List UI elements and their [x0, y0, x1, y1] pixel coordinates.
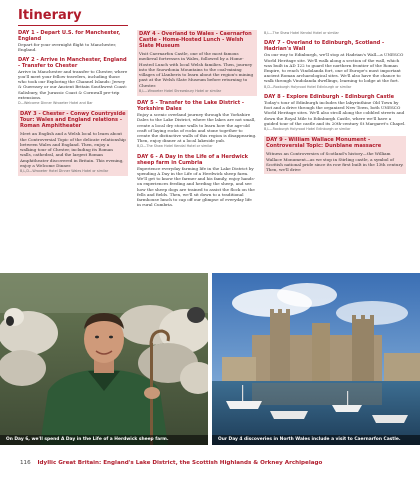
day-heading: DAY 3 - Chester - Conwy Countryside Tour: Wales and England relations - Roman Amphitheater	[18, 110, 128, 130]
footer-title: Idyllic Great Britain: England's Lake District, the Scottish Highlands & Orkney Archipelago	[37, 460, 323, 466]
day-description	[264, 52, 406, 89]
day-text: Enjoy a scenic overland journey through the Yorkshire Dales to the Lake District, where the lakes are not small, create a local dry stone walls to learn how the age-old craft of laying rocks of rocks and stone together to create the distinctive walls of this region is disappearing. Then, enjoy dinner at a local lakeside pub.	[137, 112, 257, 144]
day-credit: B,L,D—Wroxeter Hotel Dinner Wales Hotel or similar	[20, 168, 109, 173]
page-title: Itinerary	[18, 8, 128, 26]
farmer-sheep-illustration	[0, 273, 208, 445]
day-heading: DAY 7 - Overland to Edinburgh, Scotland - Hadrian's Wall	[264, 40, 385, 53]
column-1	[18, 30, 128, 268]
day-entry-3	[18, 110, 128, 176]
column-2	[137, 30, 257, 268]
day-description	[264, 100, 406, 132]
day-entry-2	[18, 57, 128, 107]
day-entry-8	[264, 94, 406, 132]
day-credit: B,D—The Shaw Hotel Kendal Hotel or similar	[137, 144, 213, 149]
day-heading: DAY 4 - Overland to Wales - Caernarfon Castle - Home-Hosted Lunch - Welsh Slate Museum	[137, 30, 257, 50]
day-description: Witness an Controversies of Scotland's history—the William Wallace Monument—as we stop in Stirling castle, a symbol of Scottish national pride since its row first built in the 13th century. Then, we'll drive	[264, 150, 406, 174]
column-3	[264, 30, 406, 268]
day-entry-4	[137, 30, 257, 96]
day-text: On our way to Edinburgh, we'll stop at Hadrian's Wall—a UNESCO World Heritage site. We'll walk along a section of the wall, which was built in AD 122 to guard the northern frontier of the Roman Empire, to reach Vindolanda fort, one of Europe's most important ancient Roman archaeological sites. We'll also have the chance to walk through Vindolanda dwellings, learning to lodge at the fort.	[264, 52, 404, 84]
day-description: Experience everyday farming life in the Lake District by spending A Day in the Life of a Herdwick sheep farm. We'll get to know the farmer and his family, enjoy hands-on experiences feeding and herding the sheep, and see how the sheep dogs are trained to assist the flock on the fells and fields. Then, we'll sit down to a traditional farmhouse lunch to cap off our glimpse of everyday life in rural Cumbria.	[137, 165, 256, 208]
day-heading: DAY 6 - A Day in the Life of a Herdwick sheep farm in Cumbria	[137, 153, 248, 166]
farmer-photo	[0, 273, 208, 445]
day-description	[18, 130, 128, 176]
day-description	[18, 69, 128, 106]
photo-caption: On Day 6, we'll spend A Day in the Life of a Herdwick sheep farm.	[0, 435, 208, 445]
day-entry-5	[137, 100, 257, 150]
day-heading: DAY 8 - Explore Edinburgh - Edinburgh Castle	[264, 93, 395, 100]
day-text: Visit Caernarfon Castle, one of the most famous medieval fortresses in Wales, followed by a Home-Hosted Lunch with local Welsh families. Then, journey into the Snowdonia Mountains to the coal-mining villages of Llanberis to learn about the region's mining past at the Welsh Slate Museum before returning to Chester.	[139, 51, 254, 88]
day-heading: DAY 5 - Transfer to the Lake District - Yorkshire Dales	[137, 99, 245, 112]
day-entry-7	[264, 40, 406, 90]
day-credit: B,L—Roxburgh Holyrood Hotel Edinburgh or similar	[264, 126, 351, 131]
day-text: Today's tour of Edinburgh includes the labyrinthine Old Town by foot and a drive through the organized New Town, both UNESCO World Heritage sites. We'll also stroll along the cobbled streets and down the Royal Mile to Edinburgh Castle, where we'll have a guided tour of the castle and its 20th-century St Margaret's Chapel.	[264, 99, 406, 126]
day-credit: B,L—Wroxeter Hotel Shrewsbury Hotel or similar	[139, 88, 222, 93]
day-text: Arrive in Manchester and transfer to Chester, where you'll meet your fellow travelers, including those who took our Exploring the Channel Islands: Jersey & Guernsey or our Ancient Britain Southwest Coast: Salisbury, the Jurassic Coast & Cornwall pre-trip extensions.	[18, 68, 128, 100]
day-credit: B,L—The Shaw Hotel Kendal Hotel or similar	[264, 31, 339, 35]
castle-photo	[212, 273, 420, 445]
day-heading: DAY 2 - Arrive in Manchester, England - Transfer to Chester	[18, 56, 127, 69]
page-footer	[20, 460, 410, 466]
day-heading: DAY 1 - Depart U.S. for Manchester, England	[18, 30, 121, 43]
day-credit: D—Welcome Dinner Wroxeter Hotel and Bar	[18, 101, 93, 105]
photo-caption: Our Day 4 discoveries in North Wales include a visit to Caernarfon Castle.	[212, 435, 420, 445]
day-entry-1	[18, 30, 128, 53]
caernarfon-castle-illustration	[212, 273, 420, 445]
day-description	[137, 112, 257, 149]
day-description	[137, 50, 257, 96]
day-text: Meet an English and a Welsh local to learn about the Controversial Topic of the delicate relationship between Wales and England. Then, enjoy a walking tour of Chester, including its Roman walls, cathedral, and the largest Roman Amphitheater discovered in Britain. This evening, enjoy a Welcome Dinner.	[20, 131, 126, 168]
day-6-continued	[264, 31, 406, 36]
day-entry-6	[137, 154, 257, 208]
day-entry-9	[264, 136, 406, 174]
day-credit: B,D—Roxburgh Holyrood Hotel Edinburgh or similar	[264, 84, 352, 89]
day-description: Depart for your overnight flight to Manchester, England.	[18, 42, 117, 53]
day-heading: DAY 9 - William Wallace Monument - Controversial Topic: Dunblane massacre	[264, 136, 406, 150]
page-number: 116	[20, 460, 31, 466]
